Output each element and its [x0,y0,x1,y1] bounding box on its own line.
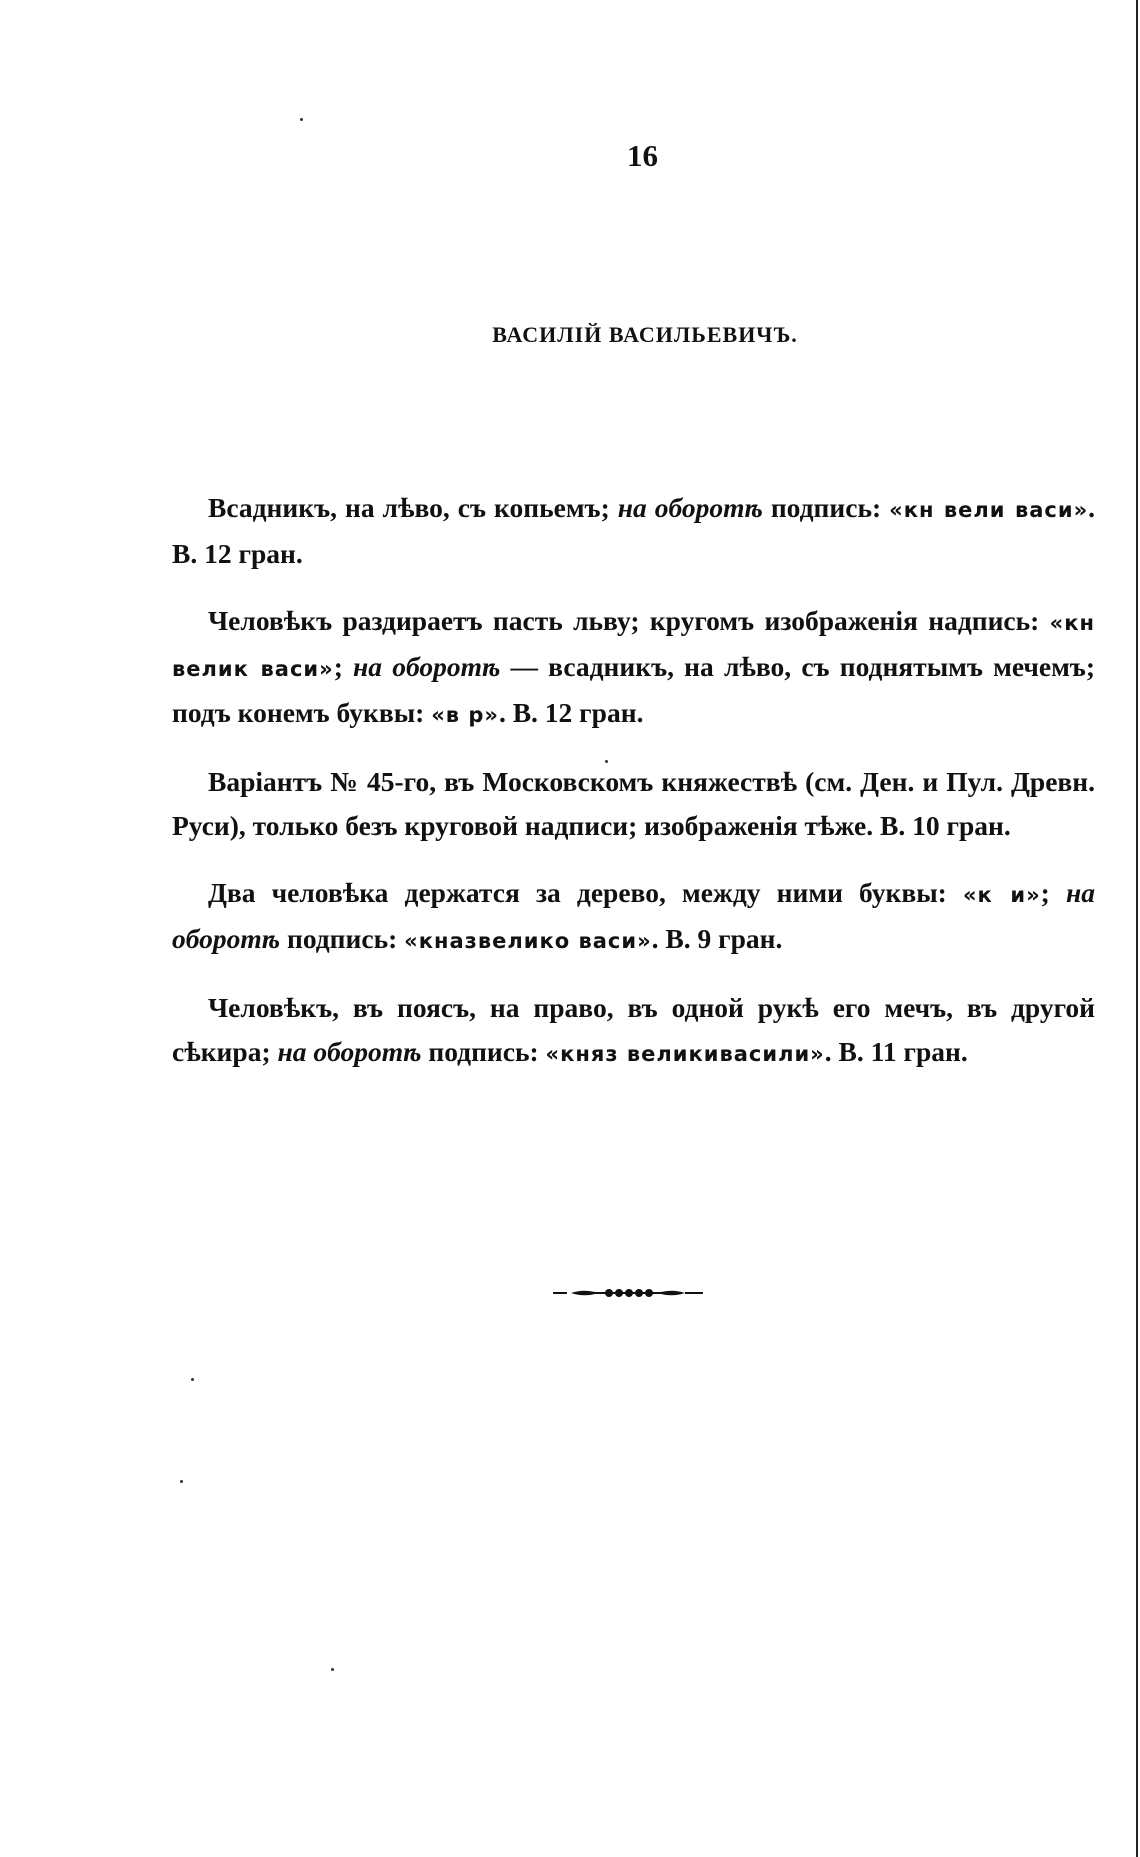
entry-text: подпись: [421,1036,546,1067]
entry-text-italic: на оборотѣ [172,877,1095,954]
entry-text: — всадникъ, на лѣво, съ поднятымъ мечемъ; подъ конемъ буквы: [172,651,1095,728]
coin-legend: «в р» [431,703,499,727]
coin-legend: «кн вели васи» [889,498,1089,522]
coin-entry-3 [172,760,1095,848]
scan-speck [180,1480,183,1483]
coin-entry-2 [172,599,1095,737]
coin-legend: «кназвелико васи» [404,929,652,953]
coin-legend: «к и» [962,883,1041,907]
page-number: 16 [627,138,658,173]
entry-text: . В. 12 гран. [498,697,644,728]
entry-text: . В. 11 гран. [824,1036,968,1067]
coin-entry-1 [172,486,1095,576]
coin-entry-5 [172,986,1095,1076]
scan-speck [605,760,608,763]
entry-text-italic: на оборотѣ [277,1036,422,1067]
entry-text: Человѣкъ, въ поясъ, на право, въ одной рукѣ его мечъ, въ другой сѣкира; [172,992,1095,1067]
entry-text-italic: на оборотѣ [353,651,501,682]
scan-speck [331,1668,334,1671]
coin-legend: «княз великивасили» [545,1042,825,1066]
page-edge-rule [1136,0,1138,1857]
main-text [172,486,1095,1099]
entry-text: подпись: [280,923,405,954]
tailpiece-ornament [553,1286,703,1300]
entry-text: ; [1040,877,1066,908]
entry-text-italic: на оборотѣ [617,492,763,523]
entry-text: Всадникъ, на лѣво, съ копьемъ; [208,492,618,523]
scan-speck [300,118,303,121]
section-title: ВАСИЛІЙ ВАСИЛЬЕВИЧЪ. [492,322,798,347]
entry-text: . В. 9 гран. [651,923,783,954]
entry-text: подпись: [762,492,890,523]
coin-legend: «кн велик васи» [172,611,1095,681]
scan-speck [191,1378,194,1381]
entry-text: Варіантъ № 45-го, въ Московскомъ княжествѣ (см. Ден. и Пул. Древн. Руси), только безъ круговой надписи; изображенія тѣже. В. 10 гран. [172,766,1095,841]
entry-text: ; [333,651,354,682]
entry-text: Два человѣка держатся за дерево, между ними буквы: [208,877,963,908]
coin-entry-4 [172,871,1095,963]
entry-text: Человѣкъ раздираетъ пасть льву; кругомъ изображенія надпись: [208,605,1050,636]
entry-text: . В. 12 гран. [172,492,1096,569]
